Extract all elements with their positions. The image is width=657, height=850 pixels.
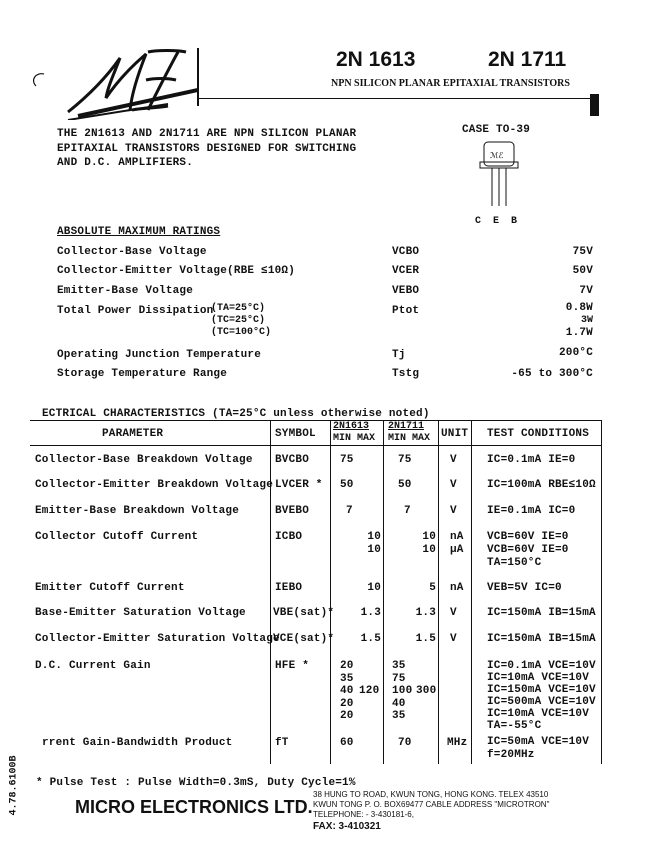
row-cond-8c: IC=150mA VCE=10V	[487, 684, 596, 696]
abs-value-5: 200°C	[558, 347, 593, 359]
abs-value-6: -65 to 300°C	[511, 368, 593, 380]
row-param-6: Base-Emitter Saturation Voltage	[35, 607, 246, 619]
row-cond-2: IC=100mA RBE≤10Ω	[487, 479, 596, 491]
row-cond-8a: IC=0.1mA VCE=10V	[487, 660, 596, 672]
row-d1min-1: 75	[340, 454, 354, 466]
case-pins: C E B	[475, 216, 521, 227]
company-logo	[28, 40, 198, 120]
table-header-rule	[30, 445, 602, 446]
elec-heading: ECTRICAL CHARACTERISTICS (TA=25°C unless otherwise noted)	[42, 408, 430, 420]
row-d1max-8: 120	[359, 685, 380, 697]
row-symbol-3: BVEBO	[275, 505, 310, 517]
intro-line-2: EPITAXIAL TRANSISTORS DESIGNED FOR SWITCHING	[57, 143, 357, 155]
col-divider-2	[330, 420, 331, 764]
row-symbol-2: LVCER *	[275, 479, 323, 491]
address-line-3: TELEPHONE: - 3-430181-6,	[313, 810, 414, 819]
col-divider-3	[383, 420, 384, 764]
row-symbol-7: VCE(sat)*	[273, 633, 335, 645]
row-param-4: Collector Cutoff Current	[35, 531, 199, 543]
intro-line-1: THE 2N1613 AND 2N1711 ARE NPN SILICON PLANAR	[57, 128, 357, 140]
row-d1min-2: 50	[340, 479, 354, 491]
abs-param-4: Total Power Dissipation	[57, 305, 214, 317]
col-divider-5	[471, 420, 472, 764]
row-unit-7: V	[450, 633, 457, 645]
row-param-8: D.C. Current Gain	[35, 660, 151, 672]
hdr-symbol: SYMBOL	[275, 428, 316, 440]
row-unit-9: MHz	[447, 737, 468, 749]
hdr-unit: UNIT	[441, 428, 469, 440]
row-d1max-7: 1.5	[360, 633, 381, 645]
side-code: 4.78.6100B	[8, 755, 20, 816]
hdr-2n1613-minmax: MIN MAX	[333, 433, 376, 444]
power-condition-1: (TA=25°C)	[211, 303, 266, 314]
page-subtitle: NPN SILICON PLANAR EPITAXIAL TRANSISTORS	[331, 78, 570, 89]
col-divider-6	[601, 420, 602, 764]
row-d2min-9: 70	[398, 737, 412, 749]
row-cond-4a: VCB=60V IE=0	[487, 531, 569, 543]
power-condition-2: (TC=25°C)	[211, 315, 266, 326]
row-unit-2: V	[450, 479, 457, 491]
power-value-2: 3W	[580, 315, 593, 326]
power-value-3: 1.7W	[565, 327, 593, 339]
row-unit-1: V	[450, 454, 457, 466]
hdr-2n1711: 2N1711	[388, 421, 425, 432]
abs-symbol-2: VCER	[392, 265, 420, 277]
row-param-1: Collector-Base Breakdown Voltage	[35, 454, 253, 466]
to39-package-icon	[470, 136, 530, 216]
power-value-1: 0.8W	[565, 302, 593, 314]
row-cond-8e: IC=10mA VCE=10V	[487, 708, 590, 720]
row-cond-3: IE=0.1mA IC=0	[487, 505, 576, 517]
row-cond-7: IC=150mA IB=15mA	[487, 633, 596, 645]
row-param-7: Collector-Emitter Saturation Voltage	[35, 633, 280, 645]
row-cond-9a: IC=50mA VCE=10V	[487, 736, 590, 748]
row-d2min-3: 7	[404, 505, 411, 517]
table-top-rule	[30, 420, 602, 421]
abs-param-2: Collector-Emitter Voltage(RBE ≤10Ω)	[57, 265, 296, 277]
row-param-9: rrent Gain-Bandwidth Product	[42, 737, 233, 749]
fax-line: FAX: 3-410321	[313, 821, 381, 832]
row-d2min-8: 35 75 100 40 35	[392, 660, 413, 722]
row-cond-5: VEB=5V IC=0	[487, 582, 562, 594]
row-unit-6: V	[450, 607, 457, 619]
row-d2max-6: 1.3	[415, 607, 436, 619]
col-divider-4	[438, 420, 439, 764]
header-bar	[590, 94, 599, 116]
row-cond-8f: TA=-55°C	[487, 720, 542, 732]
intro-line-3: AND D.C. AMPLIFIERS.	[57, 157, 194, 169]
abs-value-3: 7V	[579, 285, 593, 297]
row-d2max-4: 10 10	[422, 531, 436, 556]
col-divider-1	[270, 420, 271, 764]
row-d1min-8: 20 35 40 20 20	[340, 660, 354, 722]
row-d2max-8: 300	[416, 685, 437, 697]
row-symbol-1: BVCBO	[275, 454, 310, 466]
abs-symbol-3: VEBO	[392, 285, 420, 297]
case-label: CASE TO-39	[462, 124, 531, 136]
abs-value-2: 50V	[572, 265, 593, 277]
row-d1max-4: 10 10	[367, 531, 381, 556]
row-symbol-6: VBE(sat)*	[273, 607, 335, 619]
row-d2min-2: 50	[398, 479, 412, 491]
row-symbol-8: HFE *	[275, 660, 310, 672]
abs-param-3: Emitter-Base Voltage	[57, 285, 194, 297]
address-line-2: KWUN TONG P. O. BOX69477 CABLE ADDRESS "MICROTRON"	[313, 800, 550, 809]
hdr-2n1711-minmax: MIN MAX	[388, 433, 431, 444]
hdr-parameter: PARAMETER	[102, 428, 164, 440]
row-d1max-6: 1.3	[360, 607, 381, 619]
row-d2max-7: 1.5	[415, 633, 436, 645]
row-cond-4b: VCB=60V IE=0	[487, 544, 569, 556]
row-param-5: Emitter Cutoff Current	[35, 582, 185, 594]
abs-param-1: Collector-Base Voltage	[57, 246, 207, 258]
row-d1min-9: 60	[340, 737, 354, 749]
row-cond-4c: TA=150°C	[487, 557, 542, 569]
row-d1min-3: 7	[346, 505, 353, 517]
header-rule	[198, 98, 590, 99]
row-cond-9b: f=20MHz	[487, 749, 535, 761]
hdr-2n1613: 2N1613	[333, 421, 370, 432]
row-symbol-5: IEBO	[275, 582, 303, 594]
row-param-3: Emitter-Base Breakdown Voltage	[35, 505, 240, 517]
row-symbol-4: ICBO	[275, 531, 303, 543]
hdr-test-conditions: TEST CONDITIONS	[487, 428, 590, 440]
row-cond-8b: IC=10mA VCE=10V	[487, 672, 590, 684]
row-param-2: Collector-Emitter Breakdown Voltage	[35, 479, 274, 491]
part-number-b: 2N 1711	[488, 48, 567, 71]
pulse-test-note: * Pulse Test : Pulse Width=0.3mS, Duty Cycle=1%	[36, 777, 356, 789]
abs-param-6: Storage Temperature Range	[57, 368, 228, 380]
row-cond-1: IC=0.1mA IE=0	[487, 454, 576, 466]
row-d2max-5: 5	[429, 582, 436, 594]
row-d2min-1: 75	[398, 454, 412, 466]
abs-max-heading: ABSOLUTE MAXIMUM RATINGS	[57, 226, 221, 238]
abs-symbol-5: Tj	[392, 349, 406, 361]
abs-value-1: 75V	[572, 246, 593, 258]
company-name: MICRO ELECTRONICS LTD.	[75, 797, 313, 817]
row-d1max-5: 10	[367, 582, 381, 594]
abs-symbol-4: Ptot	[392, 305, 420, 317]
address-line-1: 38 HUNG TO ROAD, KWUN TONG, HONG KONG. TELEX 43510	[313, 790, 549, 799]
row-cond-8d: IC=500mA VCE=10V	[487, 696, 596, 708]
power-condition-3: (TC=100°C)	[211, 327, 272, 338]
row-cond-6: IC=150mA IB=15mA	[487, 607, 596, 619]
row-unit-5: nA	[450, 582, 464, 594]
row-unit-3: V	[450, 505, 457, 517]
row-unit-4: nA μA	[450, 531, 464, 556]
svg-text:ℳℰ: ℳℰ	[490, 151, 504, 160]
part-number-a: 2N 1613	[336, 48, 416, 71]
abs-symbol-1: VCBO	[392, 246, 420, 258]
abs-param-5: Operating Junction Temperature	[57, 349, 262, 361]
abs-symbol-6: Tstg	[392, 368, 420, 380]
row-symbol-9: fT	[275, 737, 289, 749]
